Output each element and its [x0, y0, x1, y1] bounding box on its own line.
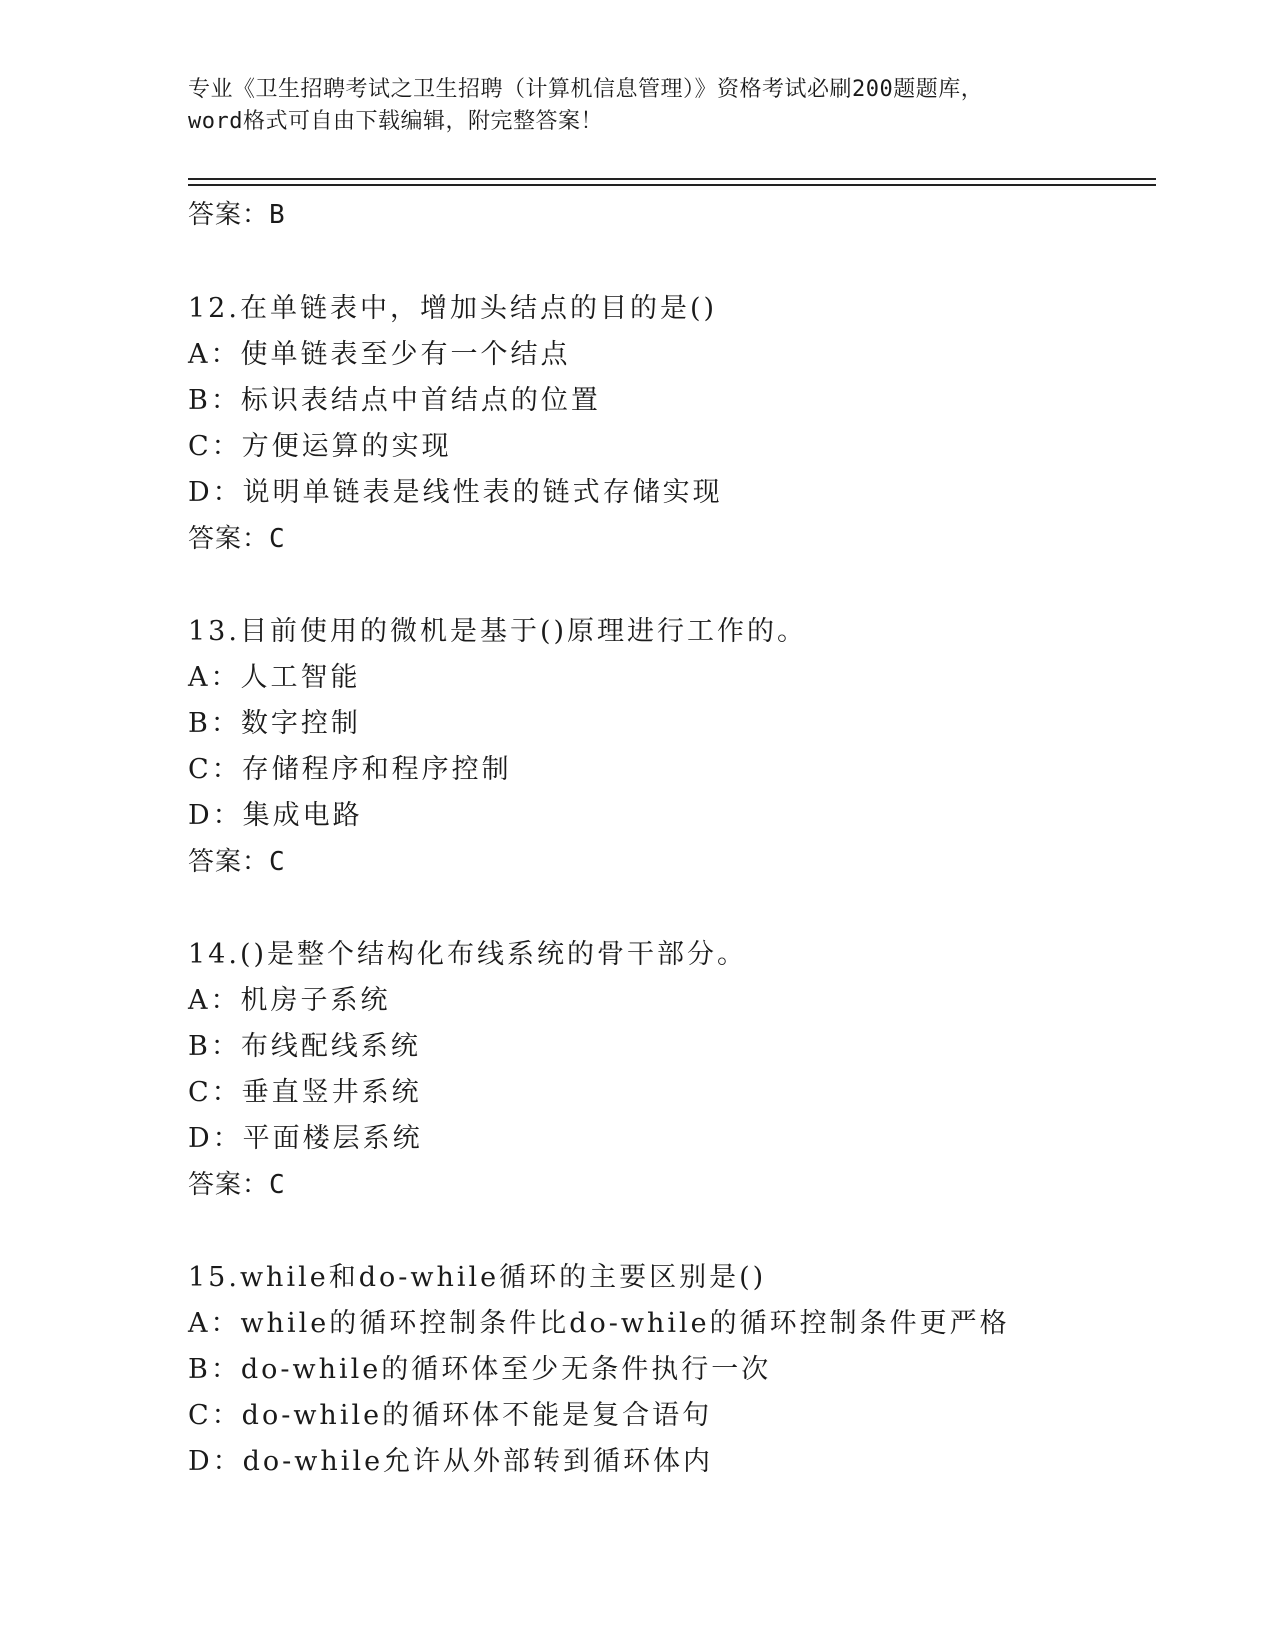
option-c: C：方便运算的实现 [188, 431, 452, 462]
question-12 [188, 286, 1148, 562]
question-15 [188, 1255, 1148, 1485]
question-14 [188, 932, 1148, 1208]
question-list [188, 192, 1148, 1485]
spacer [188, 1208, 1148, 1255]
option-b: B：do-while的循环体至少无条件执行一次 [188, 1354, 772, 1385]
option-c: C：do-while的循环体不能是复合语句 [188, 1400, 713, 1431]
option-b: B：数字控制 [188, 708, 361, 739]
question-stem: 13.目前使用的微机是基于()原理进行工作的。 [188, 616, 808, 647]
spacer [188, 562, 1148, 609]
header-rule-top [188, 178, 1156, 180]
option-b: B：布线配线系统 [188, 1031, 421, 1062]
question-stem: 14.()是整个结构化布线系统的骨干部分。 [188, 939, 748, 970]
header-line-2: word格式可自由下载编辑，附完整答案！ [188, 109, 603, 134]
option-d: D：说明单链表是线性表的链式存储实现 [188, 477, 723, 508]
option-c: C：垂直竖井系统 [188, 1077, 422, 1108]
header-rule-bottom [188, 184, 1156, 186]
answer-prev: 答案：B [188, 200, 286, 230]
option-a: A：人工智能 [188, 662, 361, 693]
spacer [188, 885, 1148, 932]
option-c: C：存储程序和程序控制 [188, 754, 512, 785]
option-d: D：do-while允许从外部转到循环体内 [188, 1446, 714, 1477]
option-a: A：使单链表至少有一个结点 [188, 339, 571, 370]
option-a: A：机房子系统 [188, 985, 391, 1016]
option-a: A：while的循环控制条件比do-while的循环控制条件更严格 [188, 1308, 1010, 1339]
answer: 答案：C [188, 524, 286, 554]
option-d: D：平面楼层系统 [188, 1123, 423, 1154]
header-line-1: 专业《卫生招聘考试之卫生招聘（计算机信息管理）》资格考试必刷200题题库， [188, 77, 984, 102]
spacer [188, 238, 1148, 286]
document-header [188, 74, 1088, 138]
option-b: B：标识表结点中首结点的位置 [188, 385, 601, 416]
option-d: D：集成电路 [188, 800, 363, 831]
answer: 答案：C [188, 847, 286, 877]
question-13 [188, 609, 1148, 885]
answer: 答案：C [188, 1170, 286, 1200]
question-stem: 15.while和do-while循环的主要区别是() [188, 1262, 767, 1293]
question-stem: 12.在单链表中，增加头结点的目的是() [188, 293, 718, 324]
